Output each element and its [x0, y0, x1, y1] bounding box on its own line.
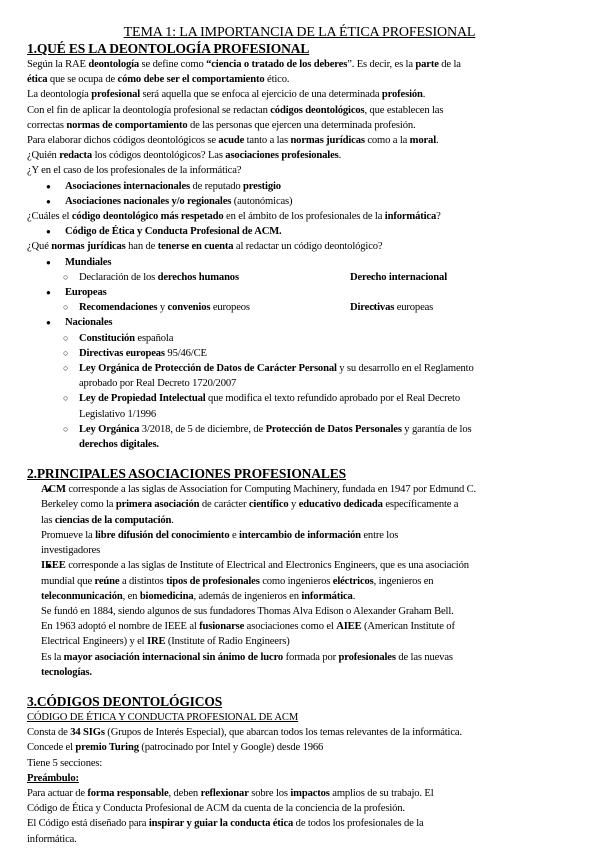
list-item: ● Código de Ética y Conducta Profesional de ACM.	[27, 224, 572, 239]
paragraph: Tiene 5 secciones:	[27, 757, 103, 769]
bullet-list	[27, 482, 572, 680]
paragraph: Según la RAE deontología se define como “ciencia o tratado de los deberes”. Es decir, es la parte de la	[27, 59, 461, 70]
list-item: ● IEEE corresponde a las siglas de Institute of Electrical and Electronics Engineers, que es una asociación mundial que reúne a distintos tipos de profesionales como ingenieros eléctricos, ingenieros en teleconmunicación, en biomedicina, además de ingenieros en informática. Se fundó en 1884, siendo algunos de sus fundadores Thomas Alva Edison o Alexander Graham Bell. En 1963 adoptó el nombre de IEEE al fusionarse asociaciones como el AIEE (American Institute of Electrical Engineers) y el IRE (Institute of Radio Engineers) Es la mayor asociación internacional sin ánimo de lucro formada por profesionales de las nuevas tecnologías.	[27, 558, 572, 680]
list-item: ○ Ley Orgánica 3/2018, de 5 de diciembre, de Protección de Datos Personales y garantía de los derechos digitales.	[27, 422, 572, 452]
list-item: ● ACM corresponde a las siglas de Association for Computing Machinery, fundada en 1947 por Edmund C. Berkeley como la primera asociación de carácter científico y educativo dedicada específicamente a las ciencias de la computación. Promueve la libre difusión del conocimiento e intercambio de información entre los investigadores	[27, 482, 572, 558]
paragraph: ética que se ocupa de cómo debe ser el comportamiento ético.	[27, 74, 290, 86]
list-item: ○ Ley de Propiedad Intelectual que modifica el texto refundido aprobado por el Real Decreto Legislativo 1/1996	[27, 391, 572, 421]
list-item: ○ Directivas europeas 95/46/CE	[27, 346, 572, 361]
paragraph: El Código está diseñado para inspirar y guiar la conducta ética de todos los profesionales de la	[27, 818, 424, 830]
paragraph: Código de Ética y Conducta Profesional de ACM da cuenta de la conciencia de la profesión.	[27, 803, 405, 815]
list-item: ● Mundiales	[27, 255, 572, 270]
list-item: ● Europeas	[27, 285, 572, 300]
list-item: ○ Recomendaciones y convenios europeos ○ Directivas europeas	[27, 300, 572, 315]
section-heading-1: 1.QUÉ ES LA DEONTOLOGÍA PROFESIONAL	[27, 41, 310, 56]
list-item: ● Asociaciones nacionales y/o regionales (autonómicas)	[27, 194, 572, 209]
paragraph: Para elaborar dichos códigos deontológicos se acude tanto a las normas jurídicas como a la moral.	[27, 135, 439, 147]
paragraph: Para actuar de forma responsable, deben reflexionar sobre los impactos amplios de su trabajo. El	[27, 787, 434, 799]
list-item: ○ Ley Orgánica de Protección de Datos de Carácter Personal y su desarrollo en el Reglamento aprobado por Real Decreto 1720/2007	[27, 361, 572, 391]
subheading: CÓDIGO DE ÉTICA Y CONDUCTA PROFESIONAL DE ACM	[27, 711, 299, 723]
list-item: ○ Declaración de los derechos humanos ○ Derecho internacional	[27, 270, 572, 285]
paragraph: informática.	[27, 833, 77, 845]
paragraph: ¿Y en el caso de los profesionales de la informática?	[27, 165, 242, 177]
document-title: TEMA 1: LA IMPORTANCIA DE LA ÉTICA PROFESIONAL	[123, 25, 476, 40]
list-item: ● Asociaciones internacionales de reputado prestigio	[27, 179, 572, 194]
section-heading-2: 2.PRINCIPALES ASOCIACIONES PROFESIONALES	[27, 466, 346, 482]
list-item: ○ Constitución española	[27, 331, 572, 346]
paragraph: ¿Quién redacta los códigos deontológicos? Las asociaciones profesionales.	[27, 150, 342, 162]
paragraph: La deontología profesional será aquella que se enfoca al ejercicio de una determinada profesión.	[27, 89, 426, 101]
paragraph: ¿Qué normas jurídicas han de tenerse en cuenta al redactar un código deontológico?	[27, 241, 383, 253]
paragraph: Concede el premio Turing (patrocinado por Intel y Google) desde 1966	[27, 742, 324, 754]
document-page	[27, 24, 572, 847]
bullet-list	[27, 224, 572, 239]
section-heading-3: 3.CÓDIGOS DEONTOLÓGICOS	[27, 693, 223, 709]
preamble-heading: Preámbulo:	[27, 772, 79, 784]
paragraph: correctas normas de comportamiento de las personas que ejercen una determinada profesión.	[27, 119, 416, 131]
paragraph: Consta de 34 SIGs (Grupos de Interés Especial), que abarcan todos los temas relevantes de la informática.	[27, 727, 462, 739]
paragraph: ¿Cuáles el código deontológico más respetado en el ámbito de los profesionales de la informática?	[27, 211, 441, 223]
list-item: ● Nacionales	[27, 315, 572, 330]
paragraph: Con el fin de aplicar la deontología profesional se redactan códigos deontológicos, que establecen las	[27, 104, 444, 116]
bullet-list	[27, 255, 572, 453]
bullet-list	[27, 179, 572, 209]
